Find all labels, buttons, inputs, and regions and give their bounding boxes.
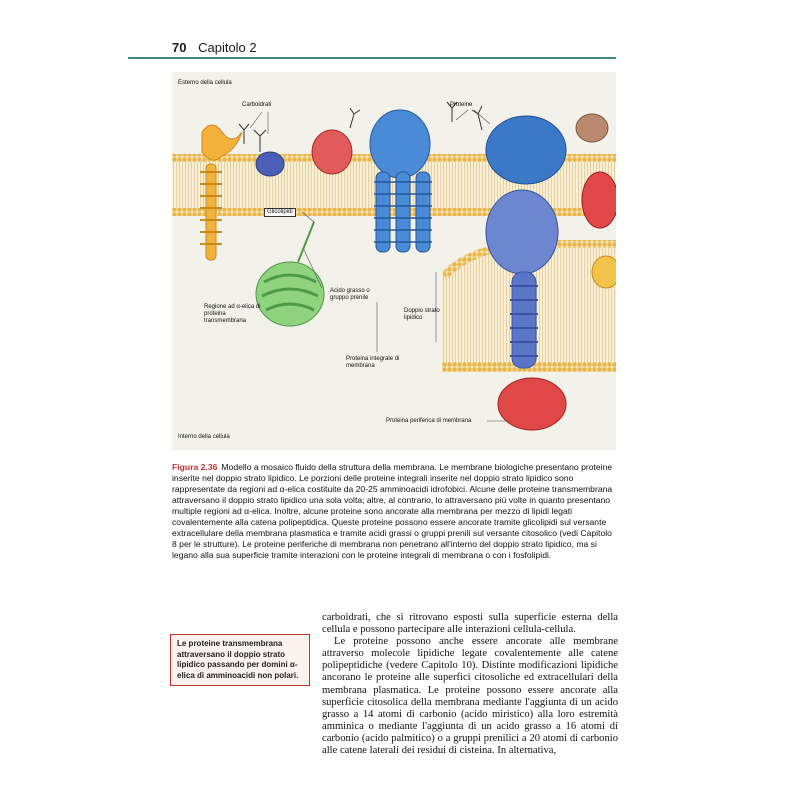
label-integral-protein: Proteina integrale di membrana <box>346 356 400 369</box>
membrane-figure <box>172 72 616 450</box>
figure-id: Figura 2.36 <box>172 462 218 472</box>
label-outside: Esterno della cellula <box>178 80 232 86</box>
label-inside: Interno della cellula <box>178 434 230 440</box>
page-header <box>172 40 257 55</box>
red-extracellular-protein <box>312 130 352 174</box>
body-text <box>322 612 618 757</box>
lipid-bilayer <box>172 154 616 372</box>
body-paragraph-2: Le proteine possono anche essere ancorate alle membrane attraverso molecole lipidiche legate covalentemente alle catene polipeptidiche (vedere Capitolo 10). Distinte modificazioni lipidiche ancorano le proteine alle superfici citosoliche ed extracellulari della membrana plasmatica. Le proteine possono essere ancorate alla superficie citosolica della membrana mediante l'aggiunta di un acido grasso a 14 atomi di carbonio (acido miristico) alla loro estremità amminica o mediante l'aggiunta di un acido grasso a 16 atomi di carbonio (acido palmitico) o a gruppi prenilici a 20 atomi di carbonio alle catene laterali dei residui di cisteina. In alternativa, <box>322 636 618 757</box>
chapter-title: Capitolo 2 <box>198 40 257 55</box>
carbohydrate-chains <box>239 102 482 152</box>
caption-text: Modello a mosaico fluido della struttura della membrana. Le membrane biologiche presentano proteine inserite nel doppio strato lipidico. Le porzioni delle proteine integrali inserite nel doppio strato lipidico sono rappresentate da regioni ad α-elica costituite da 20-25 amminoacidi idrofobici. Alcune delle proteine transmembrana attraversano il doppio strato lipidico una sola volta; altre, al contrario, lo attraversano più volte in quanto presentano multiple regioni ad α-elica. Inoltre, alcune proteine sono ancorate alla membrana per mezzo di lipidi legati covalentemente alla catena polipeptidica. Queste proteine possono essere ancorate tramite glicolipidi sul versante extracellulare della membrana plasmatica e tramite acidi grassi o gruppi prenili sul versante citosolico (vedi Capitolo 8 per le strutture). Le proteine periferiche di membrana non penetrano all'interno del doppio strato lipidico, ma si legano alla sua superficie tramite interazioni con le proteine integrali di membrana o con i fosfolipidi. <box>172 462 613 560</box>
label-fatty-acid: Acido grasso o gruppo prenile <box>330 288 370 301</box>
body-paragraph-1: carboidrati, che si ritrovano esposti sulla superficie esterna della cellula e possono partecipare alle interazioni cellula-cellula. <box>322 612 618 636</box>
edge-red-protein <box>582 172 616 228</box>
label-peripheral-protein: Proteina periferica di membrana <box>386 418 472 424</box>
label-bilayer: Doppio strato lipidico <box>404 308 440 321</box>
edge-brown-protein <box>576 114 608 142</box>
page-number: 70 <box>172 40 187 55</box>
header-rule <box>128 57 616 59</box>
label-carbohydrates: Carboidrati <box>242 102 272 108</box>
label-proteins: Proteine <box>450 102 473 108</box>
peripheral-red-protein <box>498 378 566 430</box>
margin-note: Le proteine transmembrana attraversano il doppio strato lipidico passando per domini α-elica di amminoacidi non polari. <box>170 634 310 686</box>
label-glycolipids: Glicolipidi <box>264 208 296 217</box>
multipass-blue-protein <box>370 110 432 252</box>
edge-yellow-protein <box>592 256 616 288</box>
membrane-illustration <box>172 72 616 450</box>
small-blue-protein <box>256 152 284 176</box>
label-alpha-helix-region: Regione ad α-elica di proteina transmembrana <box>204 304 261 324</box>
figure-caption <box>172 462 618 561</box>
